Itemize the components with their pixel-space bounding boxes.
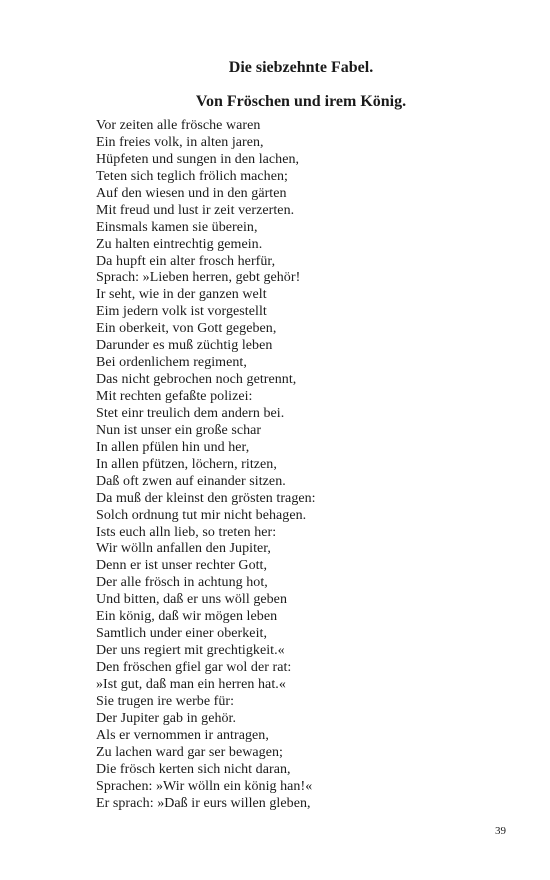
poem-line: Teten sich teglich frölich machen; xyxy=(96,168,288,184)
poem-line: Hüpfeten und sungen in den lachen, xyxy=(96,151,300,167)
poem-line: In allen pfützen, löchern, ritzen, xyxy=(96,456,277,472)
poem-line: Solch ordnung tut mir nicht behagen. xyxy=(96,507,307,523)
poem-line: Das nicht gebrochen noch getrennt, xyxy=(96,372,297,388)
poem-line: Ists euch alln lieb, so treten her: xyxy=(96,524,277,540)
fable-title: Die siebzehnte Fabel. xyxy=(228,59,374,76)
poem-line: Sprach: »Lieben herren, gebt gehör! xyxy=(96,270,301,286)
poem-line: »Ist gut, daß man ein herren hat.« xyxy=(96,676,286,692)
poem-body xyxy=(96,118,316,812)
poem-line: Als er vernommen ir antragen, xyxy=(96,727,269,743)
poem-line: Der alle frösch in achtung hot, xyxy=(96,575,268,591)
poem-line: Da muß der kleinst den grösten tragen: xyxy=(96,490,316,506)
poem-line: Er sprach: »Daß ir eurs willen gleben, xyxy=(96,795,311,811)
poem-line: Zu lachen ward gar ser bewagen; xyxy=(96,744,283,760)
poem-line: Ein könig, daß wir mögen leben xyxy=(96,609,278,625)
poem-line: In allen pfülen hin und her, xyxy=(96,439,250,455)
poem-line: Zu halten eintrechtig gemein. xyxy=(96,236,263,252)
poem-line: Der uns regiert mit grechtigkeit.« xyxy=(96,643,285,659)
poem-line: Nun ist unser ein große schar xyxy=(96,422,262,438)
poem-line: Sie trugen ire werbe für: xyxy=(96,693,235,709)
poem-line: Daß oft zwen auf einander sitzen. xyxy=(96,473,286,489)
poem-line: Stet einr treulich dem andern bei. xyxy=(96,405,285,421)
poem-line: Der Jupiter gab in gehör. xyxy=(96,710,237,726)
poem-line: Vor zeiten alle frösche waren xyxy=(96,118,261,133)
poem-line: Mit rechten gefaßte polizei: xyxy=(96,389,253,404)
poem-line: Ir seht, wie in der ganzen welt xyxy=(96,287,267,303)
poem-line: Den fröschen gfiel gar wol der rat: xyxy=(96,660,292,675)
poem-line: Darunder es muß züchtig leben xyxy=(96,338,273,354)
page-number: 39 xyxy=(495,825,506,837)
fable-subtitle: Von Fröschen und irem König. xyxy=(195,93,407,110)
poem-line: Und bitten, daß er uns wöll geben xyxy=(96,592,287,608)
poem-line: Sprachen: »Wir wölln ein könig han!« xyxy=(96,778,313,794)
poem-line: Denn er ist unser rechter Gott, xyxy=(96,558,268,574)
poem-line: Da hupft ein alter frosch herfür, xyxy=(96,253,276,269)
poem-line: Samtlich under einer oberkeit, xyxy=(96,626,267,642)
poem-line: Ein freies volk, in alten jaren, xyxy=(96,134,264,150)
poem-line: Ein oberkeit, von Gott gegeben, xyxy=(96,321,277,337)
poem-line: Wir wölln anfallen den Jupiter, xyxy=(96,541,271,557)
poem-line: Die frösch kerten sich nicht daran, xyxy=(96,761,291,777)
poem-line: Eim jedern volk ist vorgestellt xyxy=(96,304,267,320)
poem-line: Einsmals kamen sie überein, xyxy=(96,219,258,235)
poem-line: Auf den wiesen und in den gärten xyxy=(96,185,287,201)
poem-line: Mit freud und lust ir zeit verzerten. xyxy=(96,202,295,218)
poem-line: Bei ordenlichem regiment, xyxy=(96,355,247,371)
